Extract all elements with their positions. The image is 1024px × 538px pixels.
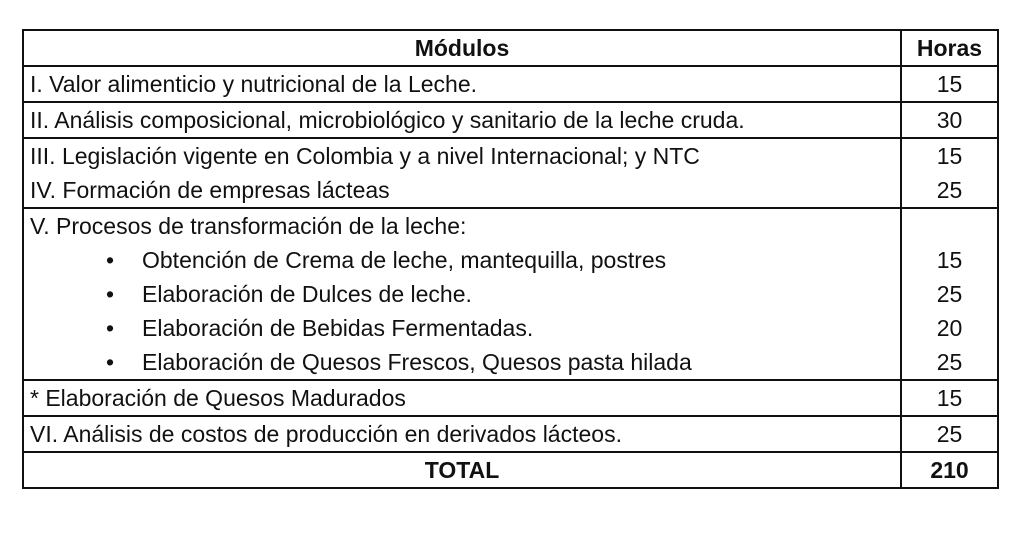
module-cell — [23, 102, 901, 138]
module-label: * Elaboración de Quesos Madurados — [30, 385, 406, 411]
bullet-label: Elaboración de Quesos Frescos, Quesos pasta hilada — [142, 349, 692, 375]
module-cell — [23, 416, 901, 452]
hours-value: 15 — [936, 71, 963, 97]
module-cell — [23, 138, 901, 208]
bullet-icon: • — [106, 281, 115, 307]
modules-table — [22, 29, 999, 489]
hours-value: 15 — [936, 143, 963, 169]
module-label: II. Análisis composicional, microbiológico y sanitario de la leche cruda. — [30, 107, 745, 133]
hours-cell — [901, 66, 998, 102]
module-label: VI. Análisis de costos de producción en derivados lácteos. — [30, 421, 622, 447]
bullet-icon: • — [106, 349, 115, 375]
header-horas: Horas — [901, 30, 998, 66]
hours-value: 25 — [936, 177, 963, 203]
hours-value: 20 — [936, 315, 963, 341]
hours-value: 15 — [936, 385, 963, 411]
bullet-item — [30, 345, 900, 379]
total-label-cell — [23, 452, 901, 488]
total-hours: 210 — [930, 457, 969, 483]
hours-value: 25 — [936, 421, 963, 447]
table-row — [23, 138, 998, 208]
module-title: V. Procesos de transformación de la leche: — [30, 213, 467, 239]
module-cell — [23, 66, 901, 102]
hours-cell — [901, 102, 998, 138]
table-row — [23, 416, 998, 452]
table-row — [23, 102, 998, 138]
bullet-icon: • — [106, 315, 115, 341]
module-cell — [23, 208, 901, 380]
bullet-icon: • — [106, 247, 115, 273]
hours-cell — [901, 138, 998, 208]
hours-value: 25 — [936, 281, 963, 307]
hours-value: 30 — [936, 107, 963, 133]
bullet-item — [30, 277, 900, 311]
hours-cell — [901, 380, 998, 416]
module-label: IV. Formación de empresas lácteas — [30, 177, 390, 203]
table-row — [23, 380, 998, 416]
bullet-item — [30, 311, 900, 345]
module-cell — [23, 380, 901, 416]
hours-cell — [901, 416, 998, 452]
hours-spacer — [902, 209, 997, 243]
hours-value: 25 — [936, 349, 963, 375]
module-label: III. Legislación vigente en Colombia y a nivel Internacional; y NTC — [30, 143, 700, 169]
total-label: TOTAL — [424, 457, 500, 483]
bullet-item — [30, 243, 900, 277]
header-modulos: Módulos — [23, 30, 901, 66]
table-header-row — [23, 30, 998, 66]
hours-value: 15 — [936, 247, 963, 273]
total-hours-cell — [901, 452, 998, 488]
bullet-label: Obtención de Crema de leche, mantequilla, postres — [142, 247, 667, 273]
bullet-label: Elaboración de Dulces de leche. — [142, 281, 472, 307]
total-row — [23, 452, 998, 488]
bullet-label: Elaboración de Bebidas Fermentadas. — [142, 315, 534, 341]
table-row — [23, 208, 998, 380]
table-row — [23, 66, 998, 102]
module-label: I. Valor alimenticio y nutricional de la Leche. — [30, 71, 478, 97]
hours-cell — [901, 208, 998, 380]
